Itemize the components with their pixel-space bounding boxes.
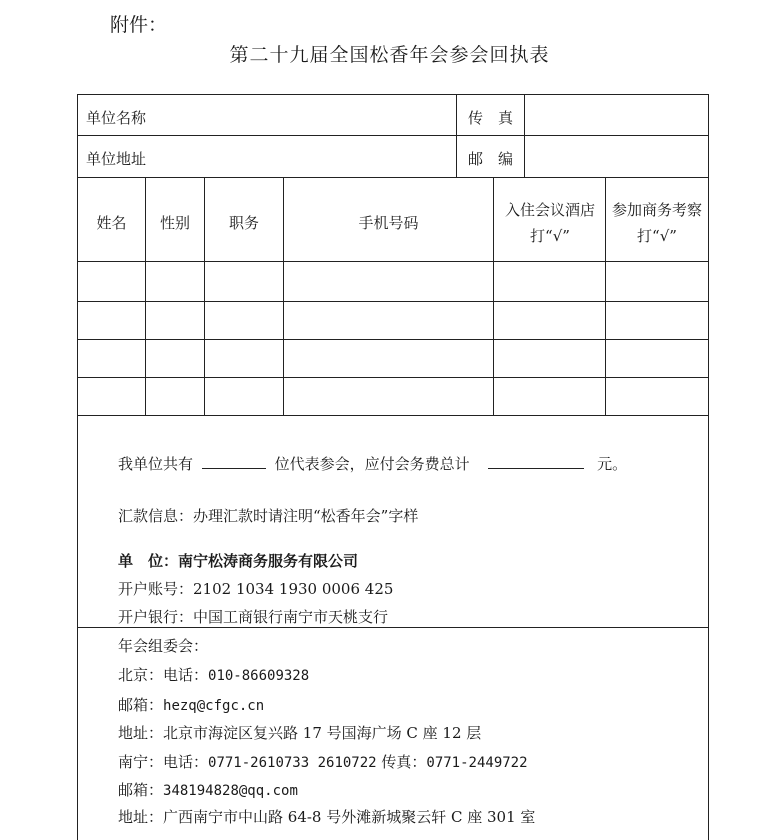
bank-account-value: 2102 1034 1930 0006 425 xyxy=(193,580,394,598)
form-title: 第二十九届全国松香年会参会回执表 xyxy=(229,44,550,66)
attendee-count-field[interactable] xyxy=(202,454,266,469)
bank-unit xyxy=(118,550,358,571)
divider xyxy=(77,135,708,136)
attendance-suffix: 元。 xyxy=(597,455,628,473)
attendance-sentence xyxy=(118,453,627,474)
fax-label: 传 真 xyxy=(468,109,514,127)
nanning-fax-label: 传真： xyxy=(381,753,427,771)
divider xyxy=(77,415,708,416)
table-row[interactable] xyxy=(78,262,706,300)
beijing-phone xyxy=(118,664,309,685)
fax-field[interactable] xyxy=(526,96,705,134)
table-row[interactable] xyxy=(78,378,706,414)
beijing-email xyxy=(118,694,264,715)
committee-title: 年会组委会： xyxy=(118,637,209,655)
bank-unit-label: 单 位： xyxy=(118,552,179,570)
bank-name xyxy=(118,606,388,627)
nanning-phone-value: 0771-2610733 2610722 xyxy=(208,755,377,771)
column-header-tour: 参加商务考察打“√” xyxy=(611,201,702,245)
nanning-phone xyxy=(118,751,528,772)
bank-name-value: 中国工商银行南宁市天桃支行 xyxy=(193,608,389,626)
unit-address-label: 单位地址 xyxy=(86,150,147,168)
nanning-email-label: 邮箱： xyxy=(118,781,164,799)
bank-name-label: 开户银行： xyxy=(118,608,194,626)
divider xyxy=(524,94,525,177)
nanning-email xyxy=(118,779,298,800)
bank-account-label: 开户账号： xyxy=(118,580,194,598)
column-header-mobile: 手机号码 xyxy=(358,214,419,232)
divider xyxy=(77,177,708,178)
bank-unit-value: 南宁松涛商务服务有限公司 xyxy=(178,552,359,570)
column-header-hotel: 入住会议酒店打“√” xyxy=(504,201,595,245)
nanning-email-value[interactable]: 348194828@qq.com xyxy=(163,783,298,799)
column-header-name: 姓名 xyxy=(96,214,127,232)
divider xyxy=(77,627,708,628)
attendance-middle: 位代表参会，应付会务费总计 xyxy=(274,455,470,473)
column-header-gender: 性别 xyxy=(159,214,190,232)
attendance-prefix: 我单位共有 xyxy=(118,455,194,473)
fee-total-field[interactable] xyxy=(488,454,584,469)
attachment-label: 附件： xyxy=(110,14,168,36)
postcode-field[interactable] xyxy=(526,137,705,175)
beijing-phone-value: 010-86609328 xyxy=(208,668,310,684)
beijing-email-label: 邮箱： xyxy=(118,696,164,714)
unit-name-label: 单位名称 xyxy=(86,109,147,127)
beijing-email-value[interactable]: hezq@cfgc.cn xyxy=(163,698,265,714)
remit-info: 汇款信息：办理汇款时请注明“松香年会”字样 xyxy=(118,507,419,525)
nanning-address: 地址：广西南宁市中山路 64-8 号外滩新城聚云轩 C 座 301 室 xyxy=(118,808,536,826)
nanning-fax-value: 0771-2449722 xyxy=(426,755,528,771)
table-row[interactable] xyxy=(78,340,706,376)
beijing-phone-label: 北京：电话： xyxy=(118,666,209,684)
divider xyxy=(456,94,457,177)
column-header-position: 职务 xyxy=(228,214,259,232)
beijing-address: 地址：北京市海淀区复兴路 17 号国海广场 C 座 12 层 xyxy=(118,724,482,742)
postcode-label: 邮 编 xyxy=(468,150,514,168)
table-row[interactable] xyxy=(78,302,706,338)
bank-account xyxy=(118,578,393,599)
nanning-phone-label: 南宁：电话： xyxy=(118,753,209,771)
